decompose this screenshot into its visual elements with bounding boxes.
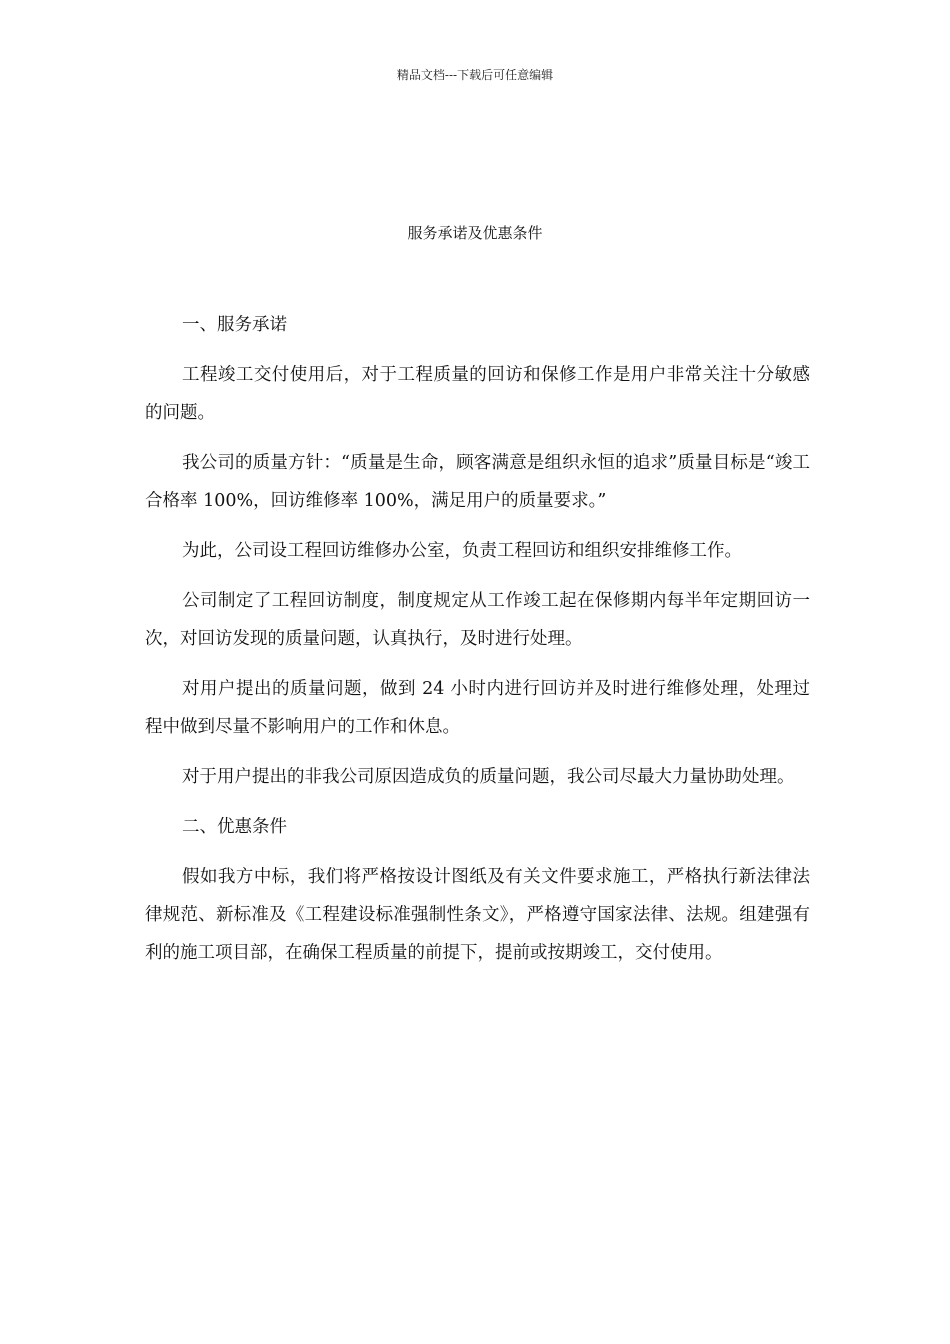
- section-heading-preferential-terms: 二、优惠条件: [182, 817, 287, 837]
- document-body: [145, 306, 810, 984]
- document-title: 服务承诺及优惠条件: [407, 224, 543, 242]
- paragraph: 为此，公司设工程回访维修办公室，负责工程回访和组织安排维修工作。: [182, 541, 742, 561]
- header-note: 精品文档---下载后可任意编辑: [396, 68, 554, 82]
- paragraph: 我公司的质量方针：“质量是生命，顾客满意是组织永恒的追求”质量目标是“竣工合格率 100%，回访维修率 100%，满足用户的质量要求。”: [145, 453, 810, 511]
- paragraph: 对于用户提出的非我公司原因造成负的质量问题，我公司尽最大力量协助处理。: [182, 767, 795, 787]
- paragraph: 公司制定了工程回访制度，制度规定从工作竣工起在保修期内每半年定期回访一次，对回访发现的质量问题，认真执行，及时进行处理。: [145, 591, 810, 649]
- section-heading-service-commitment: 一、服务承诺: [182, 315, 287, 335]
- paragraph: 工程竣工交付使用后，对于工程质量的回访和保修工作是用户非常关注十分敏感的问题。: [145, 365, 810, 423]
- paragraph: 对用户提出的质量问题，做到 24 小时内进行回访并及时进行维修处理，处理过程中做到尽量不影响用户的工作和休息。: [145, 679, 810, 737]
- paragraph: 假如我方中标，我们将严格按设计图纸及有关文件要求施工，严格执行新法律法律规范、新标准及《工程建设标准强制性条文》，严格遵守国家法律、法规。组建强有利的施工项目部，在确保工程质量的前提下，提前或按期竣工，交付使用。: [145, 867, 810, 963]
